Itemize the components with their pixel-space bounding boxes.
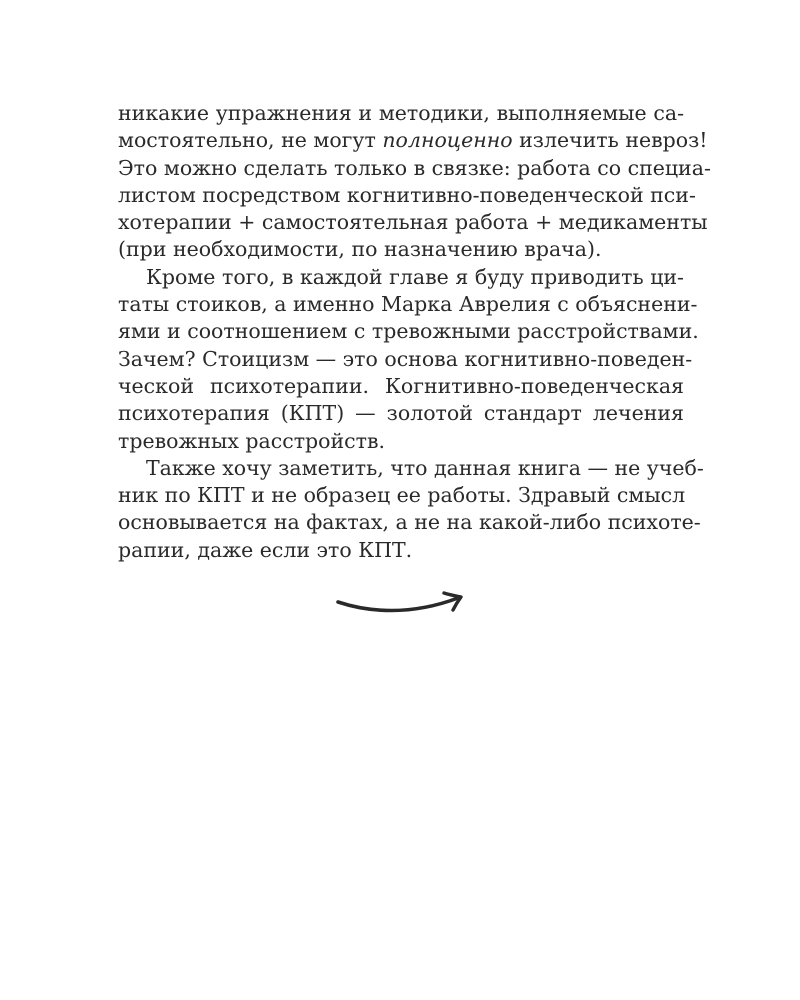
text-line: Также хочу заметить, что данная книга — не учеб- (146, 455, 704, 480)
curved-arrow-icon (334, 588, 466, 622)
text-line: никакие упражнения и методики, выполняемые са- (118, 101, 684, 125)
text-line: хотерапии + самостоятельная работа + медикаменты (118, 210, 708, 235)
page-body (118, 100, 711, 564)
emphasis-text: полноценно (382, 128, 513, 153)
text-line: тревожных расстройств. (118, 428, 386, 453)
paragraph-3 (118, 455, 704, 564)
text-line: (при необходимости, по назначению врача). (118, 237, 602, 262)
text-line: таты стоиков, а именно Марка Аврелия с объяснени- (118, 292, 698, 317)
text-line: рапии, даже если это КПТ. (118, 537, 413, 562)
paragraph-2 (118, 264, 699, 455)
text-line: Это можно сделать только в связке: работа со специа- (118, 155, 711, 180)
text-line: листом посредством когнитивно-поведенческой пси- (118, 182, 696, 207)
text-run: мостоятельно, не могут (118, 128, 383, 153)
text-line: психотерапия (КПТ) — золотой стандарт лечения (118, 401, 684, 426)
arrow-shaft (338, 598, 458, 611)
text-line (118, 127, 708, 154)
text-run: излечить невроз! (512, 128, 708, 153)
paragraph-1 (118, 100, 711, 264)
text-line: ник по КПТ и не образец ее работы. Здравый смысл (118, 483, 686, 508)
text-line: Кроме того, в каждой главе я буду приводить ци- (146, 264, 684, 289)
text-line: Зачем? Стоицизм — это основа когнитивно-поведен- (118, 346, 693, 371)
text-line: ями и соотношением с тревожными расстройствами. (118, 319, 699, 344)
text-line: основывается на фактах, а не на какой-либо психоте- (118, 510, 701, 535)
text-line: ческой психотерапии. Когнитивно-поведенческая (118, 373, 684, 398)
